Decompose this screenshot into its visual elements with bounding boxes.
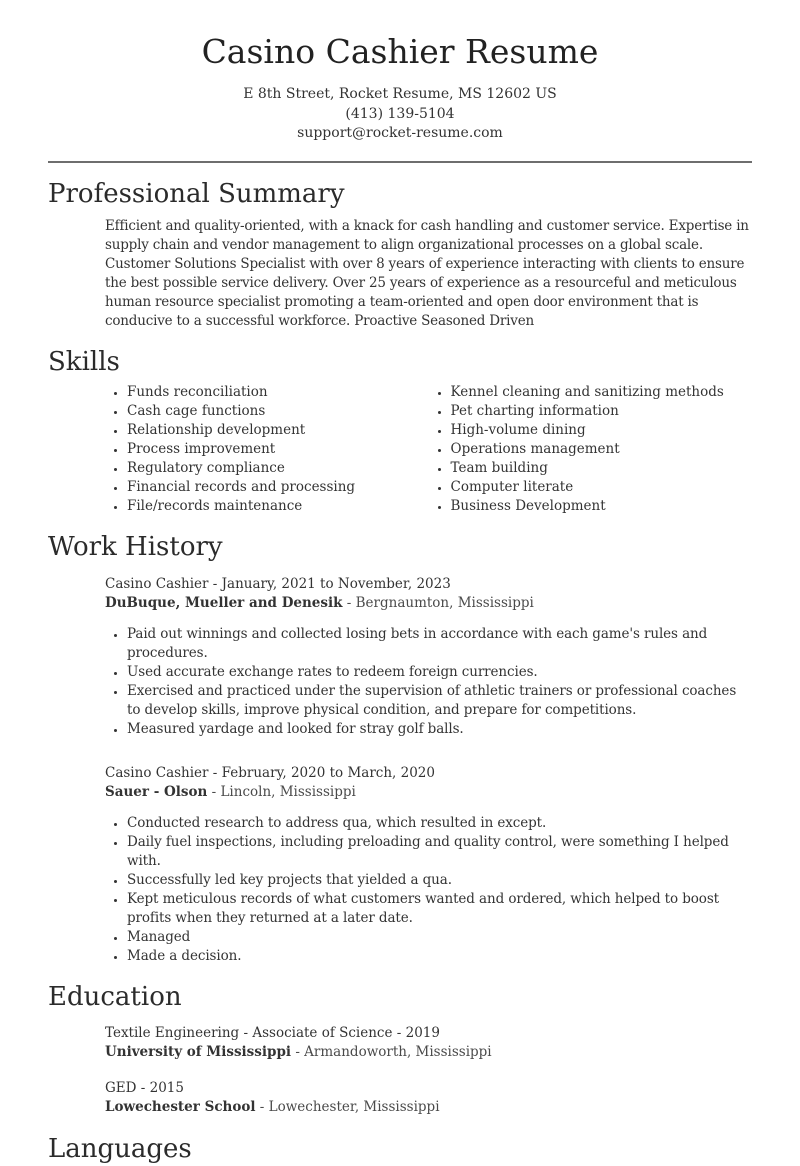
education-entry <box>105 1024 752 1063</box>
job-location: - Bergnaumton, Mississippi <box>342 595 534 611</box>
skill-item: • High-volume dining <box>451 421 753 440</box>
education-location: - Lowechester, Mississippi <box>255 1099 440 1115</box>
skill-item: • Cash cage functions <box>127 402 429 421</box>
skills-column-1 <box>105 383 429 516</box>
skill-item: • Computer literate <box>451 478 753 497</box>
job-company-line <box>105 783 752 803</box>
job-bullet: • Paid out winnings and collected losing bets in accordance with each game's rules and procedures. <box>127 625 752 663</box>
contact-phone: (413) 139-5104 <box>345 105 455 122</box>
education-school-line <box>105 1098 752 1118</box>
job-company: Sauer - Olson <box>105 784 208 800</box>
education-degree-line: Textile Engineering - Associate of Science - 2019 <box>105 1024 440 1041</box>
skill-item: • Kennel cleaning and sanitizing methods <box>451 383 753 402</box>
job-company: DuBuque, Mueller and Denesik <box>105 595 343 611</box>
skill-item: • Operations management <box>451 440 753 459</box>
job-bullet: • Kept meticulous records of what customers wanted and ordered, which helped to boost profits when they returned at a later date. <box>127 890 752 928</box>
contact-address: E 8th Street, Rocket Resume, MS 12602 US <box>243 86 557 102</box>
section-heading-professional-summary: Professional Summary <box>48 178 345 209</box>
skill-item: • Funds reconciliation <box>127 383 429 402</box>
job-bullet: • Daily fuel inspections, including preloading and quality control, were something I helped with. <box>127 833 752 871</box>
section-heading-skills: Skills <box>48 346 120 377</box>
education-school-line <box>105 1043 752 1063</box>
skills-list <box>105 383 752 516</box>
job-bullet: • Conducted research to address qua, which resulted in except. <box>127 814 752 833</box>
job-bullet: • Managed <box>127 928 752 947</box>
education-entry <box>105 1079 752 1118</box>
job-title-line: Casino Cashier - February, 2020 to March, 2020 <box>105 764 435 781</box>
skills-column-2 <box>429 383 753 516</box>
job-bullet: • Used accurate exchange rates to redeem foreign currencies. <box>127 663 752 682</box>
job-bullet-list <box>105 625 752 739</box>
skill-item: • Team building <box>451 459 753 478</box>
education-degree-line: GED - 2015 <box>105 1079 184 1096</box>
job-location: - Lincoln, Mississippi <box>207 784 356 800</box>
job-bullet: • Successfully led key projects that yielded a qua. <box>127 871 752 890</box>
section-heading-languages: Languages <box>48 1133 192 1164</box>
job-entry <box>105 575 752 739</box>
job-company-line <box>105 594 752 614</box>
job-bullet: • Measured yardage and looked for stray golf balls. <box>127 720 752 739</box>
job-bullet: • Exercised and practiced under the supervision of athletic trainers or professional coaches to develop skills, improve physical condition, and prepare for competitions. <box>127 682 752 720</box>
skill-item: • Business Development <box>451 497 753 516</box>
section-heading-work-history: Work History <box>48 531 223 562</box>
skill-item: • Relationship development <box>127 421 429 440</box>
education-location: - Armandoworth, Mississippi <box>291 1044 492 1060</box>
job-bullet-list <box>105 814 752 966</box>
skill-item: • File/records maintenance <box>127 497 429 516</box>
contact-block <box>48 85 752 144</box>
job-bullet: • Made a decision. <box>127 947 752 966</box>
education-school: Lowechester School <box>105 1099 256 1115</box>
skill-item: • Pet charting information <box>451 402 753 421</box>
skill-item: • Financial records and processing <box>127 478 429 497</box>
education-school: University of Mississippi <box>105 1044 292 1060</box>
resume-page <box>0 32 800 1166</box>
contact-email: support@rocket-resume.com <box>297 125 503 141</box>
job-entry <box>105 764 752 966</box>
section-heading-education: Education <box>48 981 182 1012</box>
summary-text: Efficient and quality-oriented, with a knack for cash handling and customer service. Expertise in supply chain and vendor management to align organizational processes on a global scale. Customer Solutions Specialist with over 8 years of experience interacting with clients to ensure the best possible service delivery. Over 25 years of experience as a resourceful and meticulous human resource specialist promoting a team-oriented and open door environment that is conducive to a successful workforce. Proactive Seasoned Driven <box>105 217 749 329</box>
skill-item: • Regulatory compliance <box>127 459 429 478</box>
resume-title: Casino Cashier Resume <box>201 32 599 71</box>
job-title-line: Casino Cashier - January, 2021 to November, 2023 <box>105 575 451 592</box>
header-divider <box>48 161 752 163</box>
skill-item: • Process improvement <box>127 440 429 459</box>
